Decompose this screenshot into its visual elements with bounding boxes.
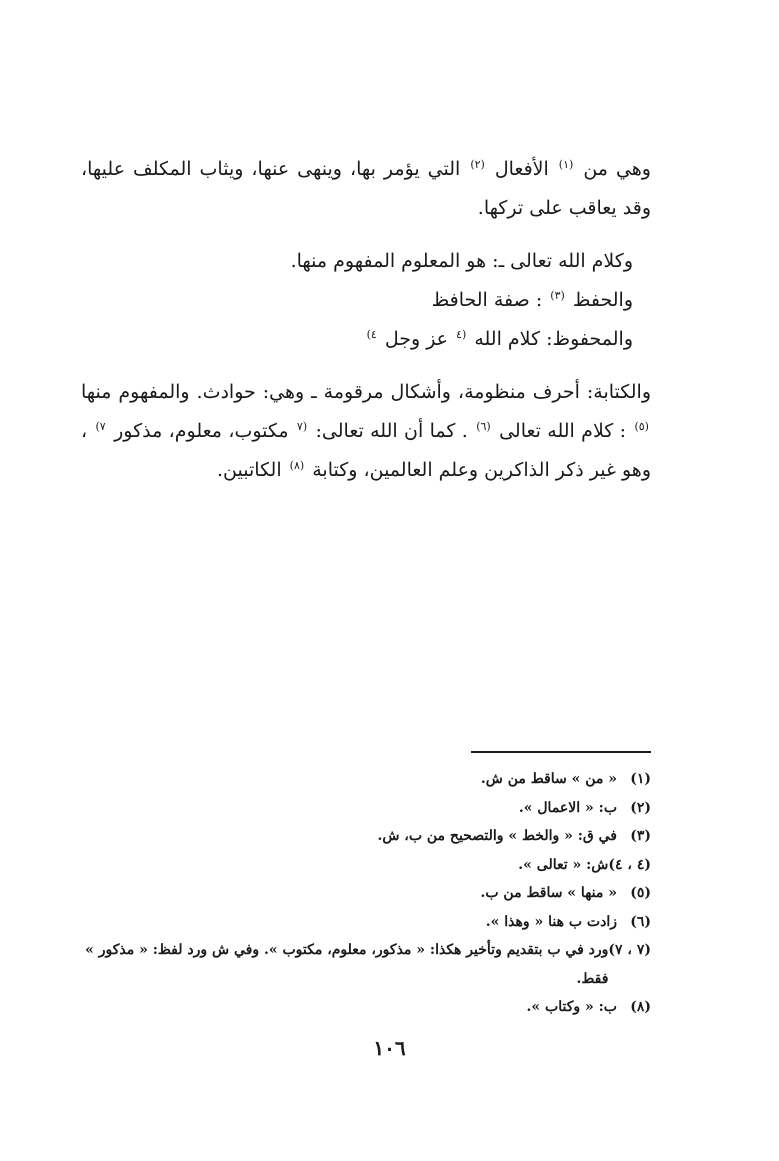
footnote-text: « منها » ساقط من ب.	[480, 885, 617, 901]
footnote-ref[interactable]: ٤)	[366, 327, 377, 341]
text-span: وهي من	[583, 158, 651, 180]
definition-line	[81, 242, 633, 281]
paragraph-3	[81, 373, 651, 490]
footnote-ref[interactable]: (١)	[558, 157, 574, 171]
paragraph-2	[81, 242, 633, 359]
footnote-item	[79, 993, 651, 1022]
footnote-text: ورد في ب بتقديم وتأخير هكذا: « مذكور، معلوم، مكتوب ». وفي ش ورد لفظ: « مذكور » فقط.	[85, 942, 609, 987]
main-text	[81, 150, 651, 490]
footnote-text: زادت ب هنا « وهذا ».	[485, 913, 617, 930]
text-span: والحفظ	[572, 289, 633, 311]
footnote-ref[interactable]: (٤	[456, 327, 467, 341]
footnote-ref[interactable]: (٥)	[634, 419, 649, 433]
footnote-item	[79, 794, 651, 823]
text-span: والمحفوظ: كلام الله	[474, 328, 633, 350]
footnote-text: ش: « تعالى ».	[518, 856, 609, 873]
text-span: ، وهو غير ذكر الذاكرين وعلم العالمين، وكتابة	[81, 420, 651, 481]
footnote-item	[79, 936, 651, 993]
footnote-number: (٣)	[630, 828, 651, 844]
footnote-ref[interactable]: (٣)	[550, 288, 565, 302]
footnote-number: (٢)	[630, 799, 651, 816]
footnote-item	[79, 851, 651, 880]
footnote-text: ب: « وكتاب ».	[526, 999, 617, 1015]
text-span: والكتابة: أحرف منظومة، وأشكال مرقومة ـ وهي: حوادث. والمفهوم منها	[81, 381, 651, 403]
footnote-ref[interactable]: ٧)	[95, 419, 106, 433]
definition-line	[81, 281, 633, 320]
text-span: الأفعال	[494, 158, 549, 180]
footnote-item	[79, 822, 651, 851]
definition-line	[81, 320, 633, 359]
footnote-number: (٧ ، ٧)	[608, 942, 651, 958]
footnote-ref[interactable]: (٦)	[476, 419, 491, 433]
footnote-number: (٤ ، ٤)	[608, 856, 651, 873]
footnote-number: (٥)	[630, 885, 651, 901]
text-span: التي يؤمر بها، وينهى عنها، ويثاب المكلف عليها، وقد يعاقب على تركها.	[81, 158, 651, 219]
footnote-item	[79, 908, 651, 937]
footnote-ref[interactable]: (٨)	[289, 458, 305, 472]
footnote-text: ب: « الاعمال ».	[518, 799, 617, 816]
text-span: وكلام الله تعالى ـ: هو المعلوم المفهوم منها.	[290, 250, 633, 272]
footnote-item	[79, 879, 651, 908]
footnote-ref[interactable]: (٧	[296, 419, 308, 433]
text-span: الكاتبين.	[217, 459, 282, 481]
text-span: : كلام الله تعالى	[499, 420, 627, 442]
footnote-number: (٨)	[630, 999, 651, 1015]
footnote-separator	[471, 751, 651, 753]
footnote-text: « من » ساقط من ش.	[480, 771, 617, 787]
text-span: . كما أن الله تعالى:	[315, 420, 468, 442]
footnote-item	[79, 765, 651, 794]
footnote-ref[interactable]: (٢)	[470, 157, 485, 171]
page-number: ١٠٦	[373, 1036, 406, 1060]
text-span: : صفة الحافظ	[431, 289, 543, 311]
footnote-number: (٦)	[630, 913, 651, 930]
text-span: عز وجل	[384, 328, 449, 350]
footnote-number: (١)	[630, 771, 651, 787]
text-span: مكتوب، معلوم، مذكور	[114, 420, 289, 442]
footnotes	[79, 765, 651, 1022]
footnote-text: في ق: « والخط » والتصحيح من ب، ش.	[377, 828, 617, 844]
paragraph-1	[81, 150, 651, 228]
